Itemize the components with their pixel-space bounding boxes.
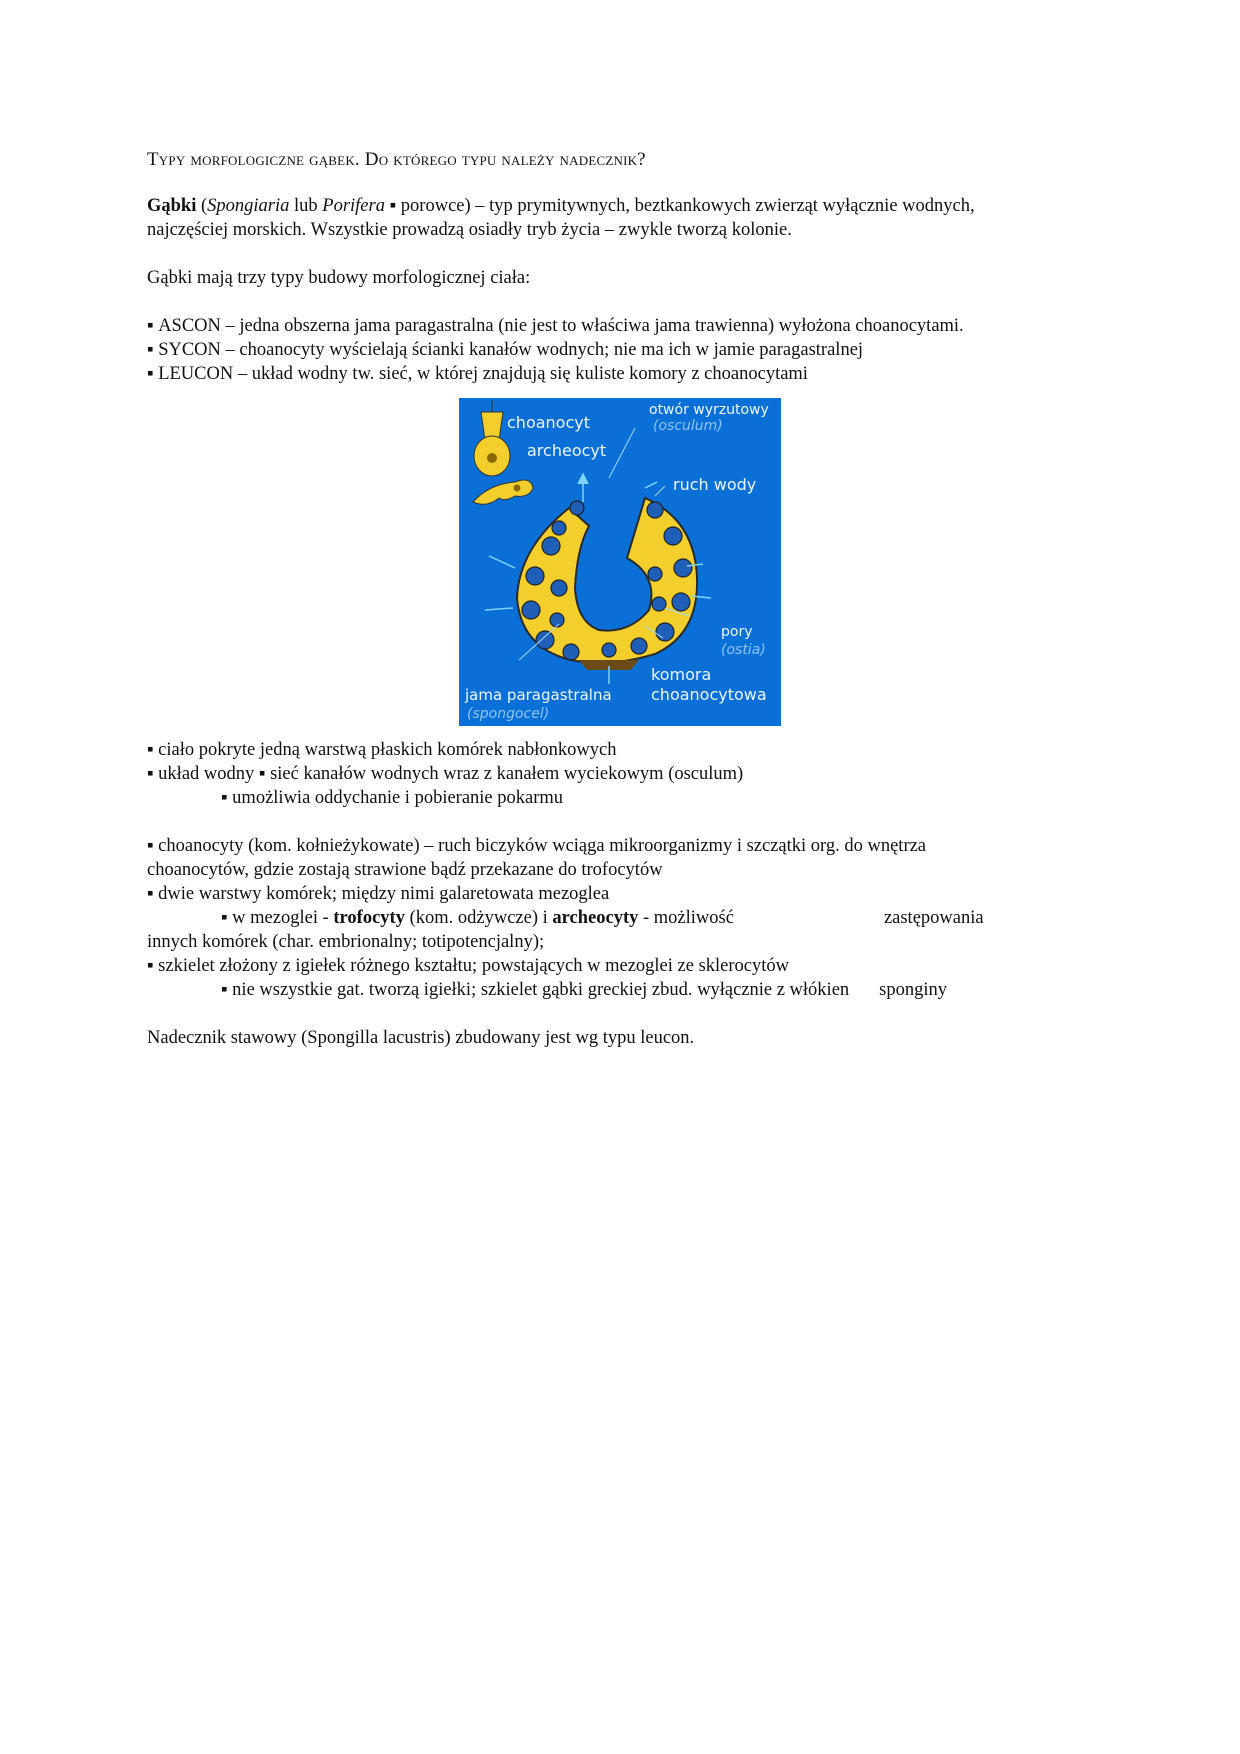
intro-latin2: Porifera [322, 196, 385, 216]
label-osculum: (osculum) [653, 418, 723, 434]
type-ascon [147, 314, 1107, 338]
mezo-c: (kom. odżywcze) i [404, 908, 553, 928]
document-page [147, 148, 1107, 1050]
spongin-a: ▪ nie wszystkie gat. tworzą igiełki; szkielet gąbki greckiej zbud. wyłącznie z włókien [221, 980, 850, 1000]
label-ostia: (ostia) [721, 642, 766, 658]
label-jama: jama paragastralna [465, 686, 612, 704]
document-title: Typy morfologiczne gąbek. Do którego typu należy nadecznik? [147, 149, 646, 170]
line-spongin [147, 978, 1107, 1002]
type-sycon [147, 338, 1107, 362]
mezo-f: zastępowania [883, 908, 984, 928]
line-skeleton: ▪ szkielet złożony z igiełek różnego kształtu; powstających w mezoglei ze sklerocytów [147, 956, 790, 976]
choano-line1: ▪ choanocyty (kom. kołnieżykowate) – ruch biczyków wciąga mikroorganizmy i szczątki org. do wnętrza [147, 836, 927, 856]
conclusion: Nadecznik stawowy (Spongilla lacustris) zbudowany jest wg typu leucon. [147, 1028, 695, 1048]
line-breathing: ▪ umożliwia oddychanie i pobieranie pokarmu [221, 788, 564, 808]
line-layers: ▪ dwie warstwy komórek; między nimi galaretowata mezoglea [147, 884, 610, 904]
intro-term: Gąbki [147, 196, 197, 216]
label-otwor: otwór wyrzutowy [649, 402, 769, 418]
mezo-archeocyty: archeocyty [552, 908, 639, 928]
line-mezoglea [147, 906, 1107, 930]
mezo-a: ▪ w mezoglei - [221, 908, 334, 928]
bullet: ▪ [147, 340, 159, 360]
type-leucon [147, 362, 1107, 386]
bullet: ▪ [147, 364, 159, 384]
label-pory: pory [721, 624, 753, 640]
type-desc: – jedna obszerna jama paragastralna (nie jest to właściwa jama trawienna) wyłożona choanocytami. [220, 316, 964, 336]
choanocyte-paragraph [147, 834, 1107, 882]
type-name: ASCON [158, 316, 221, 336]
mezo-trofocyty: trofocyty [333, 908, 405, 928]
label-choanocyt: choanocyt [507, 413, 590, 432]
label-spongocel: (spongocel) [467, 706, 550, 722]
type-desc: – choanocyty wyścielają ścianki kanałów wodnych; nie ma ich w jamie paragastralnej [220, 340, 864, 360]
mezo-e: - możliwość [638, 908, 734, 928]
sponge-diagram-svg [459, 398, 781, 726]
type-name: SYCON [158, 340, 221, 360]
types-intro: Gąbki mają trzy typy budowy morfologicznej ciała: [147, 268, 531, 288]
label-choanocytowa: choanocytowa [651, 685, 767, 704]
intro-rest: ▪ porowce) – typ prymitywnych, beztkankowych zwierząt wyłącznie wodnych, [384, 196, 975, 216]
intro-paren: ( [196, 196, 208, 216]
bullet: ▪ [147, 316, 159, 336]
type-name: LEUCON [158, 364, 234, 384]
line-water-system: ▪ układ wodny ▪ sieć kanałów wodnych wraz z kanałem wyciekowym (osculum) [147, 764, 744, 784]
intro-paragraph [147, 194, 1107, 242]
intro-latin1: Spongiaria [207, 196, 290, 216]
label-ruch-wody: ruch wody [673, 475, 757, 494]
intro-or: lub [289, 196, 323, 216]
intro-line2: najczęściej morskich. Wszystkie prowadzą osiadły tryb życia – zwykle tworzą kolonie. [147, 220, 792, 240]
type-desc: – układ wodny tw. sieć, w której znajdują się kuliste komory z choanocytami [233, 364, 808, 384]
line-body-cover: ▪ ciało pokryte jedną warstwą płaskich komórek nabłonkowych [147, 740, 617, 760]
spongin-b: sponginy [879, 980, 947, 1000]
label-komora: komora [651, 665, 712, 684]
sponge-diagram [459, 398, 781, 726]
choano-line2: choanocytów, gdzie zostają strawione bądź przekazane do trofocytów [147, 860, 663, 880]
line-mezoglea-cont: innych komórek (char. embrionalny; totipotencjalny); [147, 932, 545, 952]
label-archeocyt: archeocyt [527, 441, 607, 460]
